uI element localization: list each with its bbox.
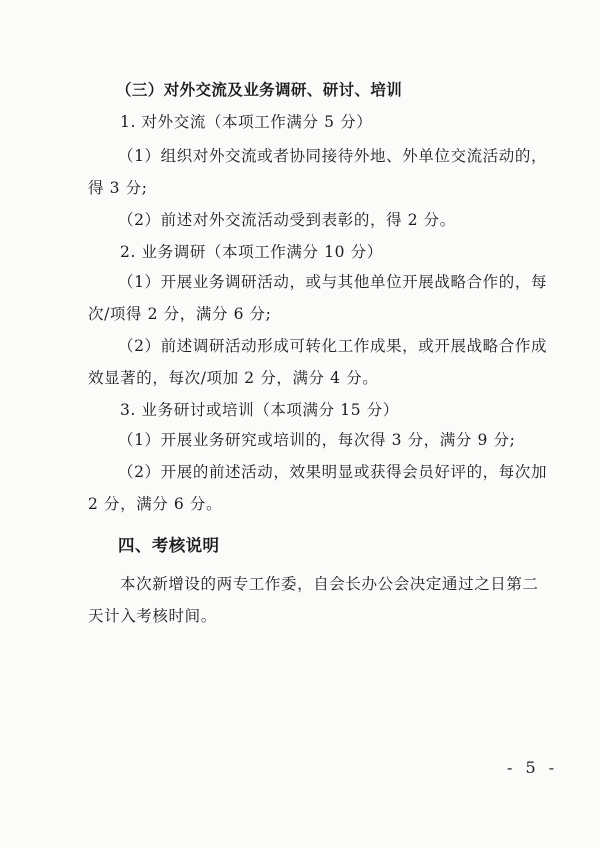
heading-4-paragraph-line-1: 本次新增设的两专工作委，自会长办公会决定通过之日第二 — [120, 575, 539, 593]
item-1-title: 1. 对外交流（本项工作满分 5 分） — [120, 113, 373, 131]
heading-4-paragraph-line-2: 天计入考核时间。 — [88, 607, 217, 625]
item-3-paragraph-2-line-1: （2）开展的前述活动，效果明显或获得会员好评的，每次加 — [118, 463, 548, 481]
heading-4: 四、考核说明 — [118, 536, 220, 555]
sub-heading-3: （三）对外交流及业务调研、研讨、培训 — [116, 81, 403, 99]
page-number: - 5 - — [507, 758, 559, 777]
item-3-paragraph-1: （1）开展业务研究或培训的，每次得 3 分，满分 9 分; — [118, 431, 516, 449]
item-2-paragraph-1-line-2: 次/项得 2 分，满分 6 分; — [88, 305, 272, 323]
item-1-paragraph-1-line-1: （1）组织对外交流或者协同接待外地、外单位交流活动的， — [118, 147, 548, 165]
item-3-title: 3. 业务研讨或培训（本项满分 15 分） — [120, 401, 399, 419]
item-1-paragraph-2: （2）前述对外交流活动受到表彰的，得 2 分。 — [118, 211, 456, 229]
item-2-paragraph-2-line-2: 效显著的，每次/项加 2 分，满分 4 分。 — [88, 369, 379, 387]
item-1-paragraph-1-line-2: 得 3 分; — [88, 179, 148, 197]
item-2-paragraph-1-line-1: （1）开展业务调研活动，或与其他单位开展战略合作的，每 — [118, 273, 548, 291]
item-3-paragraph-2-line-2: 2 分，满分 6 分。 — [88, 495, 223, 513]
item-2-title: 2. 业务调研（本项工作满分 10 分） — [120, 243, 383, 261]
item-2-paragraph-2-line-1: （2）前述调研活动形成可转化工作成果，或开展战略合作成 — [118, 337, 548, 355]
